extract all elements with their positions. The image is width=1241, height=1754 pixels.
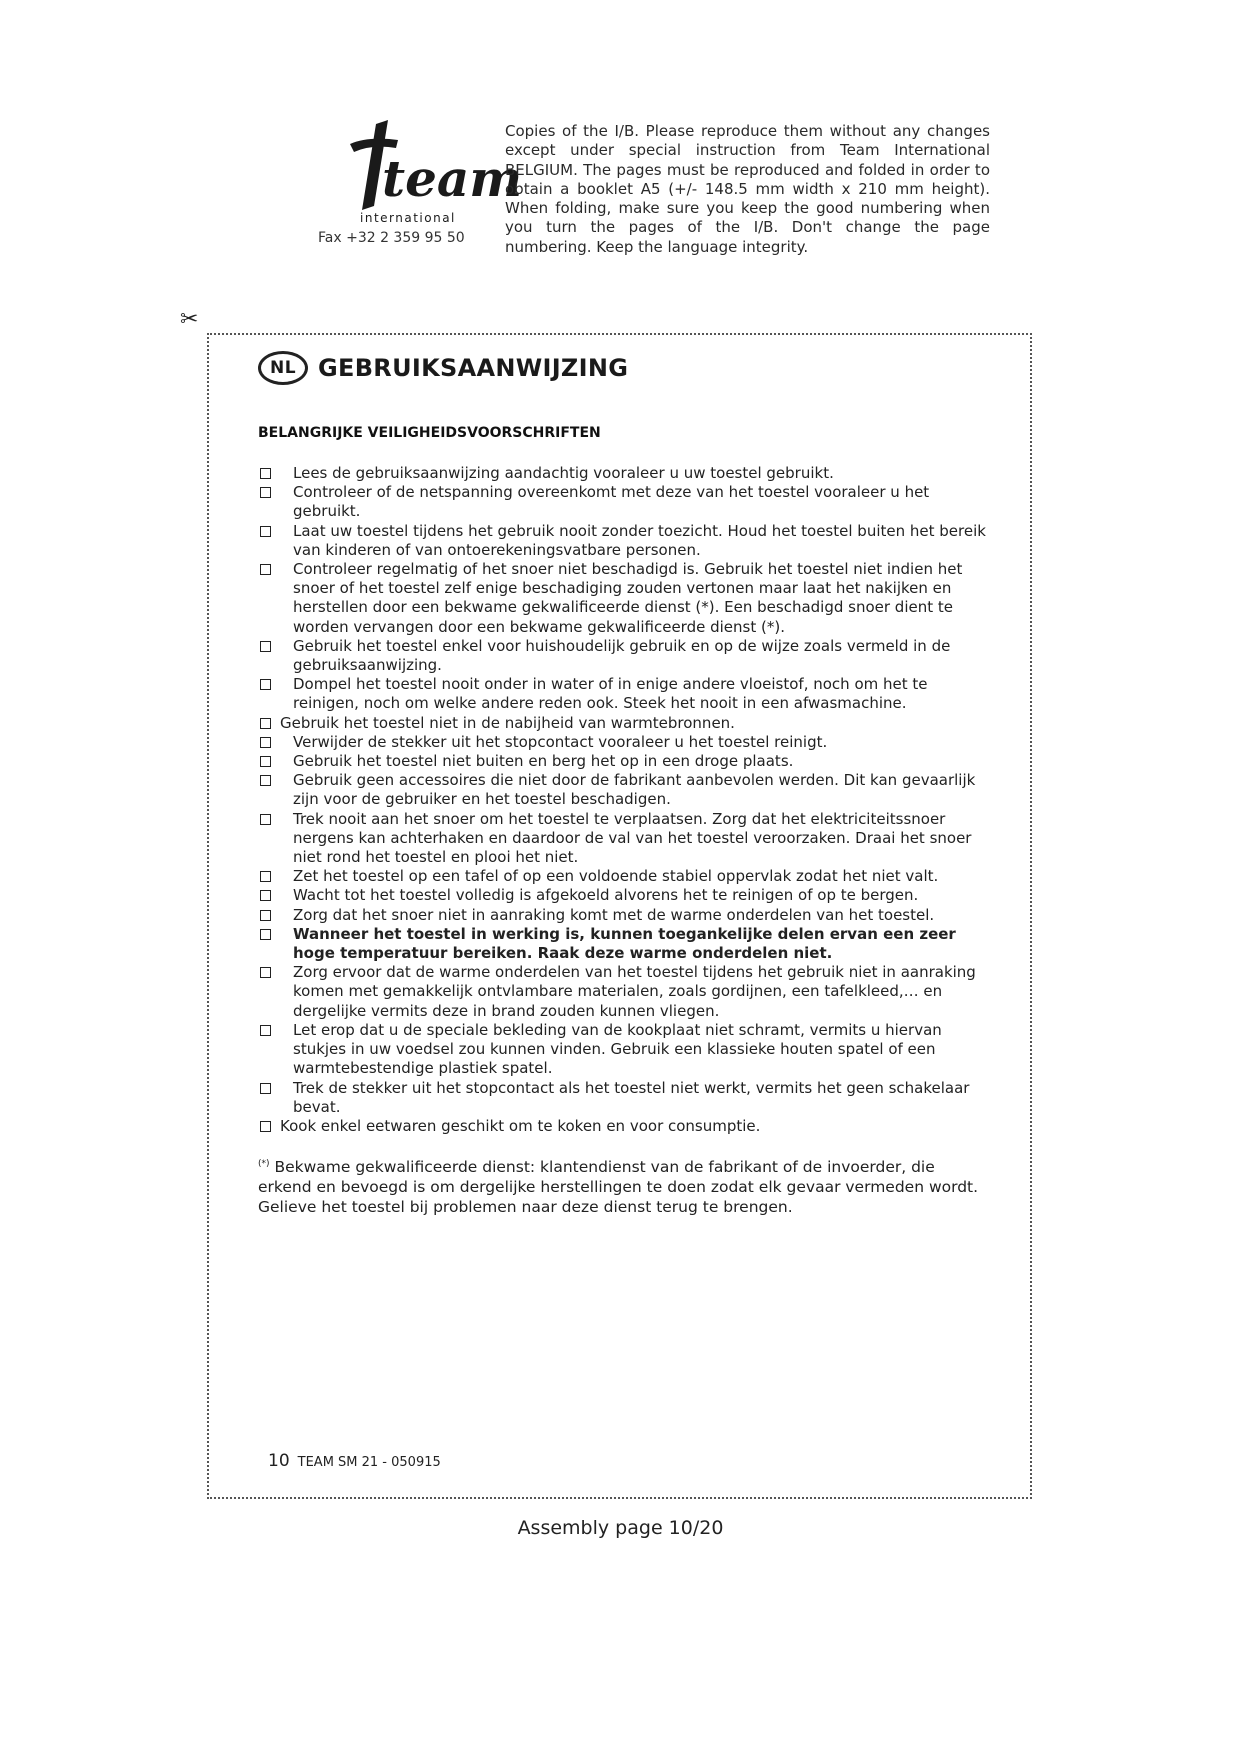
checkbox-icon: [260, 487, 271, 498]
checkbox-icon: [260, 1083, 271, 1094]
checkbox-icon: [260, 967, 271, 978]
list-item: Zet het toestel op een tafel of op een voldoende stabiel oppervlak zodat het niet valt.: [258, 867, 988, 886]
logo-wordmark: team: [382, 149, 523, 208]
checkbox-icon: [260, 814, 271, 825]
checkbox-icon: [260, 468, 271, 479]
checkbox-icon: [260, 1025, 271, 1036]
safety-list: [258, 464, 988, 1136]
checkbox-icon: [260, 910, 271, 921]
copies-instructions: Copies of the I/B. Please reproduce them without any changes except under special instruction from Team International BELGIUM. The pages must be reproduced and folded in order to obtain a booklet A5 (+/- 148.5 mm width x 210 mm height). When folding, make sure you keep the good numbering when you turn the pages of the I/B. Don't change the page numbering. Keep the language integrity.: [505, 122, 990, 256]
list-item: Gebruik het toestel enkel voor huishoudelijk gebruik en op de wijze zoals vermeld in de gebruiksaanwijzing.: [258, 637, 988, 675]
checkbox-icon: [260, 564, 271, 575]
checkbox-icon: [260, 641, 271, 652]
team-international-logo: [328, 118, 523, 228]
list-item: Let erop dat u de speciale bekleding van de kookplaat niet schramt, vermits u hiervan stukjes in uw voedsel zou kunnen vinden. Gebruik een klassieke houten spatel of een warmtebestendige plastiek spatel.: [258, 1021, 988, 1079]
checkbox-icon: [260, 526, 271, 537]
checkbox-icon: [260, 679, 271, 690]
list-item: Zorg ervoor dat de warme onderdelen van het toestel tijdens het gebruik niet in aanraking komen met gemakkelijk ontvlambare materialen, zoals gordijnen, een tafelkleed,… en dergelijke vermits deze in brand zouden kunnen vliegen.: [258, 963, 988, 1021]
list-item: Gebruik het toestel niet buiten en berg het op in een droge plaats.: [258, 752, 988, 771]
checkbox-icon: [260, 718, 271, 729]
list-item: Trek de stekker uit het stopcontact als het toestel niet werkt, vermits het geen schakelaar bevat.: [258, 1079, 988, 1117]
list-item: Wacht tot het toestel volledig is afgekoeld alvorens het te reinigen of op te bergen.: [258, 886, 988, 905]
logo-subtext: international: [360, 211, 456, 225]
qualified-service-footnote: [258, 1154, 988, 1217]
checkbox-icon: [260, 929, 271, 940]
page-number: 10: [268, 1451, 290, 1471]
checkbox-icon: [260, 775, 271, 786]
list-item: Controleer regelmatig of het snoer niet beschadigd is. Gebruik het toestel niet indien het snoer of het toestel zelf enige beschadiging zouden vertonen maar laat het nakijken en herstellen door een bekwame gekwalificeerde dienst (*). Een beschadigd snoer dient te worden vervangen door een bekwame gekwalificeerde dienst (*).: [258, 560, 988, 637]
footnote-text: Bekwame gekwalificeerde dienst: klantendienst van de fabrikant of de invoerder, die erkend en bevoegd is om dergelijke herstellingen te doen zodat elk gevaar vermeden wordt. Gelieve het toestel bij problemen naar deze dienst terug te brengen.: [258, 1158, 979, 1217]
list-item: Wanneer het toestel in werking is, kunnen toegankelijke delen ervan een zeer hoge temperatuur bereiken. Raak deze warme onderdelen niet.: [258, 925, 988, 963]
list-item: Gebruik geen accessoires die niet door de fabrikant aanbevolen werden. Dit kan gevaarlijk zijn voor de gebruiker en het toestel beschadigen.: [258, 771, 988, 809]
safety-subheading: BELANGRIJKE VEILIGHEIDSVOORSCHRIFTEN: [258, 425, 601, 441]
checkbox-icon: [260, 890, 271, 901]
scissors-icon: ✂: [180, 307, 199, 332]
list-item: Dompel het toestel nooit onder in water of in enige andere vloeistof, noch om het te reinigen, noch om welke andere reden ook. Steek het nooit in een afwasmachine.: [258, 675, 988, 713]
list-item: Controleer of de netspanning overeenkomt met deze van het toestel vooraleer u het gebruikt.: [258, 483, 988, 521]
list-item: Zorg dat het snoer niet in aanraking komt met de warme onderdelen van het toestel.: [258, 906, 988, 925]
list-item: Verwijder de stekker uit het stopcontact vooraleer u het toestel reinigt.: [258, 733, 988, 752]
checkbox-icon: [260, 737, 271, 748]
list-item: Trek nooit aan het snoer om het toestel te verplaatsen. Zorg dat het elektriciteitssnoer nergens kan achterhaken en daardoor de val van het toestel veroorzaken. Draai het snoer niet rond het toestel en plooi het niet.: [258, 810, 988, 868]
section-heading: [258, 351, 628, 385]
list-item: Kook enkel eetwaren geschikt om te koken en voor consumptie.: [258, 1117, 988, 1136]
list-item: Lees de gebruiksaanwijzing aandachtig vooraleer u uw toestel gebruikt.: [258, 464, 988, 483]
footnote-marker: (*): [258, 1159, 270, 1169]
model-code: TEAM SM 21 - 050915: [297, 1455, 441, 1470]
page-title: GEBRUIKSAANWIJZING: [318, 354, 629, 382]
language-badge: NL: [258, 351, 308, 385]
checkbox-icon: [260, 756, 271, 767]
list-item: Gebruik het toestel niet in de nabijheid van warmtebronnen.: [258, 714, 988, 733]
list-item: Laat uw toestel tijdens het gebruik nooit zonder toezicht. Houd het toestel buiten het bereik van kinderen of van ontoerekeningsvatbare personen.: [258, 522, 988, 560]
page-footer: [268, 1451, 441, 1471]
assembly-page-label: Assembly page 10/20: [517, 1517, 724, 1539]
fax-number: Fax +32 2 359 95 50: [318, 230, 465, 246]
checkbox-icon: [260, 1121, 271, 1132]
checkbox-icon: [260, 871, 271, 882]
